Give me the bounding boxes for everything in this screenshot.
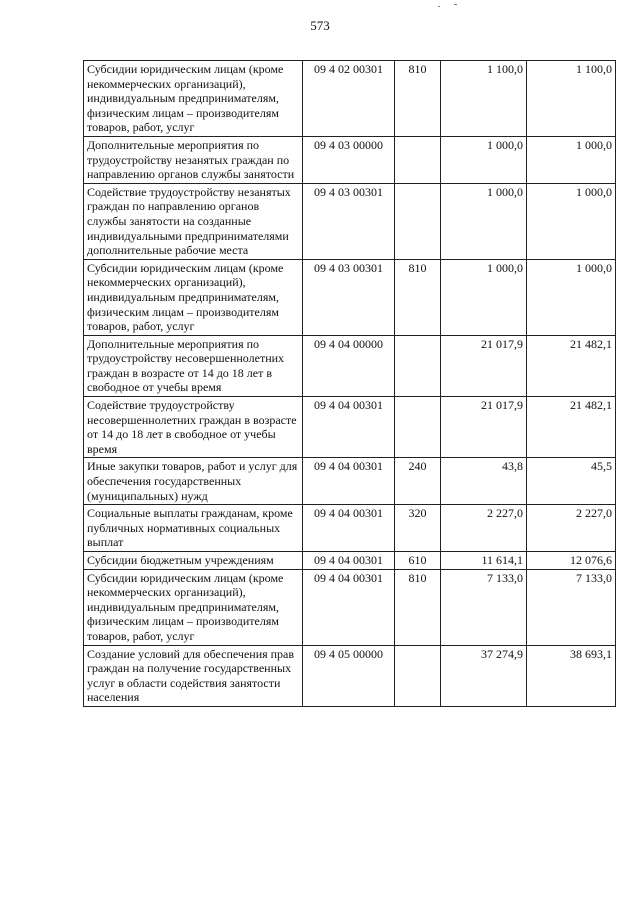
row-name-cell: Содействие трудоустройству несовершеннолетних граждан в возрасте от 14 до 18 лет в свободное от учебы время bbox=[84, 397, 303, 458]
row-value-year2-cell: 1 000,0 bbox=[527, 136, 616, 183]
row-name-cell: Субсидии юридическим лицам (кроме некоммерческих организаций), индивидуальным предпринимателям, физическим лицам – производителям товаров, работ, услуг bbox=[84, 61, 303, 137]
row-name-cell: Социальные выплаты гражданам, кроме публичных нормативных социальных выплат bbox=[84, 505, 303, 552]
row-code-cell: 09 4 02 00301 bbox=[303, 61, 395, 137]
row-code-cell: 09 4 04 00000 bbox=[303, 335, 395, 396]
table-row bbox=[84, 259, 616, 335]
row-code-cell: 09 4 04 00301 bbox=[303, 397, 395, 458]
table-row bbox=[84, 458, 616, 505]
row-value-year1-cell: 11 614,1 bbox=[441, 552, 527, 570]
row-code-cell: 09 4 04 00301 bbox=[303, 458, 395, 505]
row-value-year2-cell: 7 133,0 bbox=[527, 569, 616, 645]
row-value-year1-cell: 1 000,0 bbox=[441, 136, 527, 183]
table-row bbox=[84, 552, 616, 570]
table-row bbox=[84, 136, 616, 183]
row-name-cell: Создание условий для обеспечения прав граждан на получение государственных услуг в области содействия занятости населения bbox=[84, 645, 303, 706]
row-value-year1-cell: 1 000,0 bbox=[441, 259, 527, 335]
row-type-cell bbox=[395, 397, 441, 458]
row-value-year1-cell: 37 274,9 bbox=[441, 645, 527, 706]
row-code-cell: 09 4 03 00301 bbox=[303, 259, 395, 335]
row-value-year2-cell: 2 227,0 bbox=[527, 505, 616, 552]
table-row bbox=[84, 645, 616, 706]
table-row bbox=[84, 183, 616, 259]
row-value-year1-cell: 43,8 bbox=[441, 458, 527, 505]
row-code-cell: 09 4 04 00301 bbox=[303, 569, 395, 645]
row-value-year1-cell: 21 017,9 bbox=[441, 397, 527, 458]
row-value-year2-cell: 1 100,0 bbox=[527, 61, 616, 137]
row-value-year2-cell: 21 482,1 bbox=[527, 335, 616, 396]
row-type-cell: 810 bbox=[395, 61, 441, 137]
row-code-cell: 09 4 03 00301 bbox=[303, 183, 395, 259]
row-name-cell: Субсидии юридическим лицам (кроме некоммерческих организаций), индивидуальным предпринимателям, физическим лицам – производителям товаров, работ, услуг bbox=[84, 569, 303, 645]
page-number: 573 bbox=[310, 18, 330, 33]
row-code-cell: 09 4 03 00000 bbox=[303, 136, 395, 183]
table-row bbox=[84, 335, 616, 396]
row-type-cell bbox=[395, 335, 441, 396]
scan-speck bbox=[454, 4, 457, 5]
row-type-cell: 240 bbox=[395, 458, 441, 505]
row-value-year1-cell: 1 100,0 bbox=[441, 61, 527, 137]
row-value-year2-cell: 45,5 bbox=[527, 458, 616, 505]
row-value-year2-cell: 1 000,0 bbox=[527, 259, 616, 335]
row-code-cell: 09 4 04 00301 bbox=[303, 505, 395, 552]
budget-table bbox=[83, 60, 616, 707]
table-row bbox=[84, 569, 616, 645]
row-type-cell bbox=[395, 183, 441, 259]
row-type-cell: 810 bbox=[395, 259, 441, 335]
row-name-cell: Дополнительные мероприятия по трудоустройству незанятых граждан по направлению органов службы занятости bbox=[84, 136, 303, 183]
table-row bbox=[84, 61, 616, 137]
row-value-year2-cell: 38 693,1 bbox=[527, 645, 616, 706]
row-value-year2-cell: 12 076,6 bbox=[527, 552, 616, 570]
row-name-cell: Субсидии юридическим лицам (кроме некоммерческих организаций), индивидуальным предпринимателям, физическим лицам – производителям товаров, работ, услуг bbox=[84, 259, 303, 335]
table-row bbox=[84, 397, 616, 458]
row-type-cell: 320 bbox=[395, 505, 441, 552]
row-value-year2-cell: 1 000,0 bbox=[527, 183, 616, 259]
table-row bbox=[84, 505, 616, 552]
row-name-cell: Дополнительные мероприятия по трудоустройству несовершеннолетних граждан в возрасте от 14 до 18 лет в свободное от учебы время bbox=[84, 335, 303, 396]
row-type-cell: 810 bbox=[395, 569, 441, 645]
scan-speck bbox=[438, 6, 440, 7]
row-name-cell: Субсидии бюджетным учреждениям bbox=[84, 552, 303, 570]
row-type-cell bbox=[395, 645, 441, 706]
row-code-cell: 09 4 04 00301 bbox=[303, 552, 395, 570]
row-value-year1-cell: 7 133,0 bbox=[441, 569, 527, 645]
row-code-cell: 09 4 05 00000 bbox=[303, 645, 395, 706]
row-type-cell: 610 bbox=[395, 552, 441, 570]
row-value-year1-cell: 1 000,0 bbox=[441, 183, 527, 259]
row-name-cell: Содействие трудоустройству незанятых граждан по направлению органов службы занятости на созданные индивидуальными предпринимателями дополнительные рабочие места bbox=[84, 183, 303, 259]
row-value-year1-cell: 2 227,0 bbox=[441, 505, 527, 552]
row-type-cell bbox=[395, 136, 441, 183]
row-value-year2-cell: 21 482,1 bbox=[527, 397, 616, 458]
row-name-cell: Иные закупки товаров, работ и услуг для обеспечения государственных (муниципальных) нужд bbox=[84, 458, 303, 505]
row-value-year1-cell: 21 017,9 bbox=[441, 335, 527, 396]
